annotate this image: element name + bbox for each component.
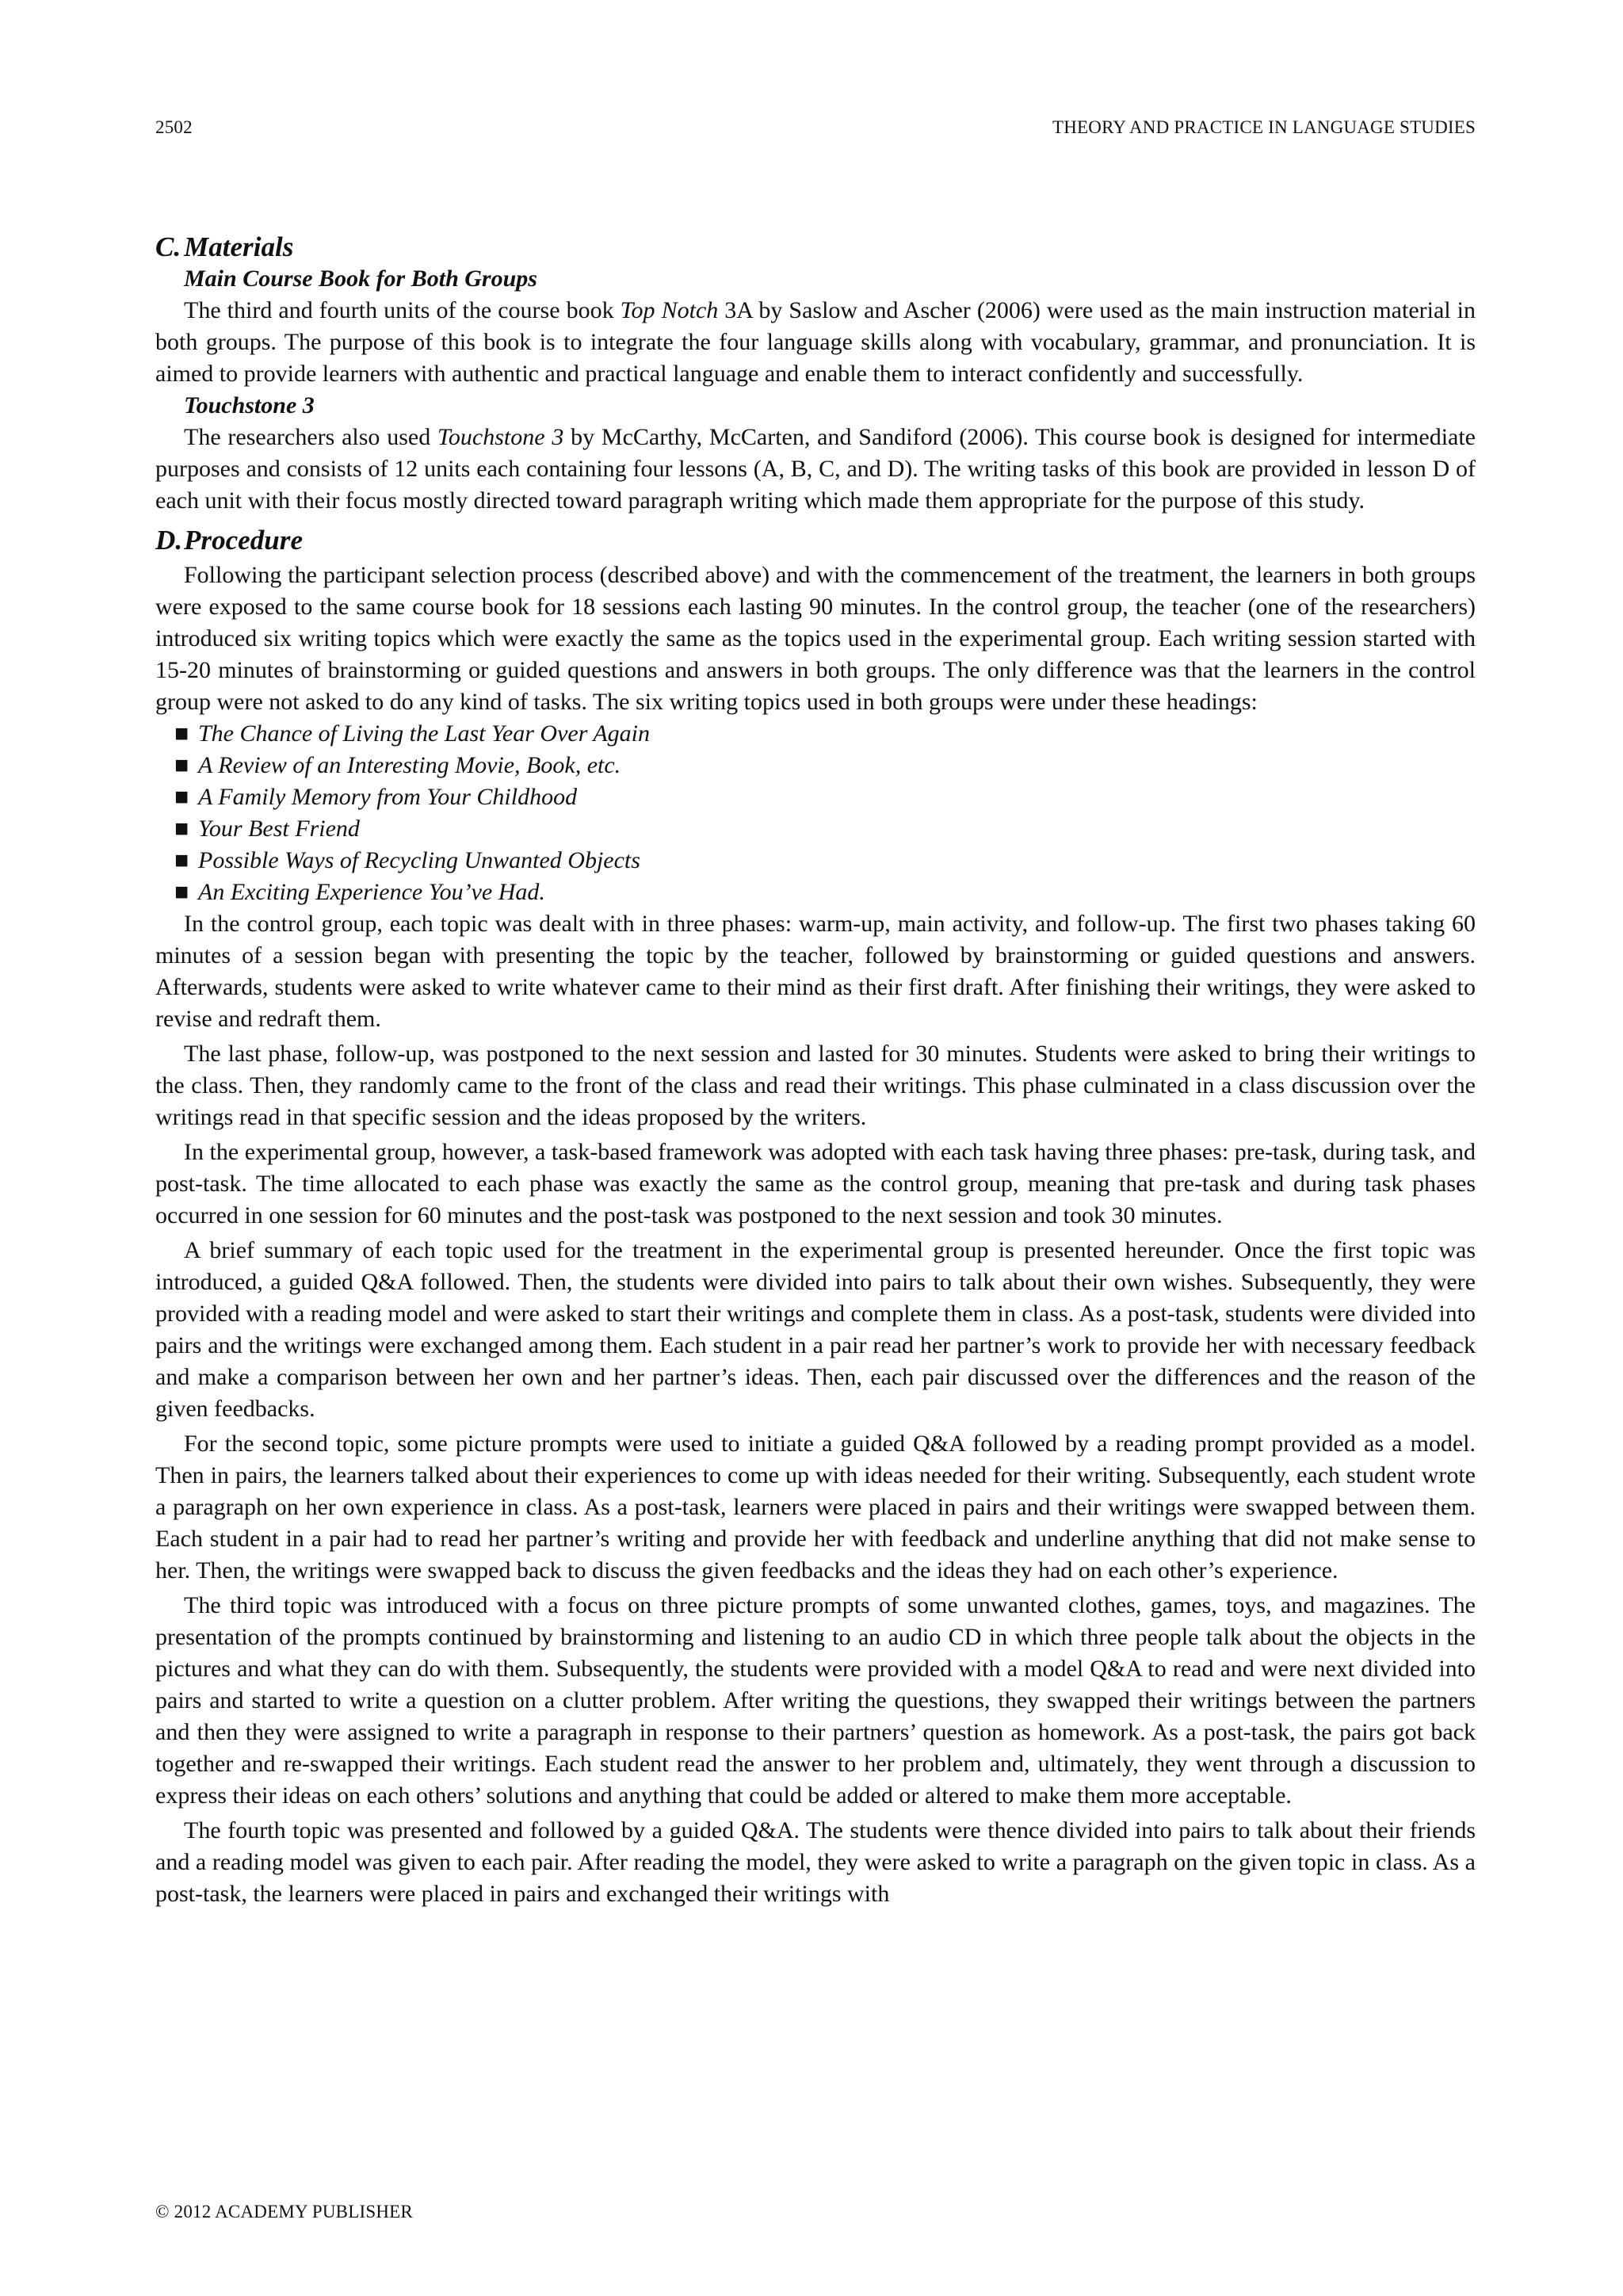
- paragraph-main-course-book: [155, 295, 1476, 390]
- writing-topics-list: [155, 718, 1476, 908]
- text-run: by McCarthy, McCarten, and Sandiford (2006). This course book is designed for intermediate purposes and consists of 12 units each containing four lessons (A, B, C, and D). The writing tasks of this book are provided in lesson D of each unit with their focus mostly directed toward paragraph writing which made them appropriate for the purpose of this study.: [155, 424, 1476, 514]
- topic-text: The Chance of Living the Last Year Over Again: [198, 720, 650, 747]
- subheading-main-course-book: Main Course Book for Both Groups: [184, 266, 537, 292]
- list-item: [174, 845, 1476, 877]
- paragraph-experimental-group: In the experimental group, however, a task-based framework was adopted with each task having three phases: pre-task, during task, and post-task. The time allocated to each phase was exactly the same as the control group, meaning that pre-task and during task phases occurred in one session for 60 minutes and the post-task was postponed to the next session and took 30 minutes.: [155, 1139, 1476, 1228]
- bullet-square-icon: ■: [174, 784, 189, 810]
- book-title: Touchstone 3: [437, 424, 564, 450]
- list-item: [174, 813, 1476, 845]
- page-number: 2502: [155, 117, 193, 137]
- journal-title: THEORY AND PRACTICE IN LANGUAGE STUDIES: [1052, 117, 1476, 137]
- bullet-square-icon: ■: [174, 720, 189, 747]
- running-header: [155, 117, 1476, 138]
- paragraph-touchstone: [155, 422, 1476, 517]
- list-item: [174, 750, 1476, 781]
- copyright-footer: © 2012 ACADEMY PUBLISHER: [155, 2202, 413, 2222]
- subheading-touchstone: Touchstone 3: [184, 392, 315, 418]
- paragraph-first-topic: A brief summary of each topic used for the treatment in the experimental group is presented hereunder. Once the first topic was introduced, a guided Q&A followed. Then, the students were divided into pairs to talk about their own wishes. Subsequently, they were provided with a reading model and were asked to start their writings and complete them in class. As a post-task, students were divided into pairs and the writings were exchanged among them. Each student in a pair read her partner’s work to provide her with necessary feedback and make a comparison between her own and her partner’s ideas. Then, each pair discussed over the differences and the reason of the given feedbacks.: [155, 1237, 1476, 1422]
- paragraph-second-topic: For the second topic, some picture prompts were used to initiate a guided Q&A followed by a reading prompt provided as a model. Then in pairs, the learners talked about their experiences to come up with ideas needed for their writing. Subsequently, each student wrote a paragraph on her own experience in class. As a post-task, learners were placed in pairs and their writings were swapped between them. Each student in a pair had to read her partner’s writing and provide her with feedback and underline anything that did not make sense to her. Then, the writings were swapped back to discuss the given feedbacks and the ideas they had on each other’s experience.: [155, 1431, 1476, 1584]
- bullet-square-icon: ■: [174, 816, 189, 842]
- paragraph-procedure-intro: Following the participant selection process (described above) and with the commencement of the treatment, the learners in both groups were exposed to the same course book for 18 sessions each lasting 90 minutes. In the control group, the teacher (one of the researchers) introduced six writing topics which were exactly the same as the topics used in the experimental group. Each writing session started with 15-20 minutes of brainstorming or guided questions and answers in both groups. The only difference was that the learners in the control group were not asked to do any kind of tasks. The six writing topics used in both groups were under these headings:: [155, 562, 1476, 715]
- bullet-square-icon: ■: [174, 847, 189, 873]
- topic-text: Your Best Friend: [198, 816, 360, 842]
- list-item: [174, 718, 1476, 750]
- article-body: [155, 231, 1476, 1910]
- bullet-square-icon: ■: [174, 879, 189, 905]
- section-label: C.: [155, 231, 181, 262]
- section-title: Procedure: [184, 525, 304, 556]
- paragraph-follow-up: The last phase, follow-up, was postponed to the next session and lasted for 30 minutes. Students were asked to bring their writings to the class. Then, they randomly came to the front of the class and read their writings. This phase culminated in a class discussion over the writings read in that specific session and the ideas proposed by the writers.: [155, 1041, 1476, 1130]
- section-heading-materials: [155, 231, 1476, 263]
- paragraph-fourth-topic: The fourth topic was presented and followed by a guided Q&A. The students were thence divided into pairs to talk about their friends and a reading model was given to each pair. After reading the model, they were asked to write a paragraph on the given topic in class. As a post-task, the learners were placed in pairs and exchanged their writings with: [155, 1817, 1476, 1907]
- section-heading-procedure: [155, 525, 1476, 556]
- text-run: The researchers also used: [184, 424, 437, 450]
- bullet-square-icon: ■: [174, 752, 189, 778]
- topic-text: A Family Memory from Your Childhood: [198, 784, 578, 810]
- text-run: 3A by Saslow and Ascher (2006) were used as the main instruction material in both groups. The purpose of this book is to integrate the four language skills along with vocabulary, grammar, and pronunciation. It is aimed to provide learners with authentic and practical language and enable them to interact confidently and successfully.: [155, 297, 1476, 387]
- section-label: D.: [155, 525, 183, 556]
- topic-text: A Review of an Interesting Movie, Book, etc.: [198, 752, 621, 778]
- paragraph-third-topic: The third topic was introduced with a focus on three picture prompts of some unwanted clothes, games, toys, and magazines. The presentation of the prompts continued by brainstorming and listening to an audio CD in which three people talk about the objects in the pictures and what they can do with them. Subsequently, the students were provided with a model Q&A to read and were next divided into pairs and started to write a question on a clutter problem. After writing the questions, they swapped their writings between the partners and then they were assigned to write a paragraph in response to their partners’ question as homework. As a post-task, the pairs got back together and re-swapped their writings. Each student read the answer to her problem and, ultimately, they went through a discussion to express their ideas on each others’ solutions and anything that could be added or altered to make them more acceptable.: [155, 1592, 1476, 1809]
- paragraph-control-group: In the control group, each topic was dealt with in three phases: warm-up, main activity, and follow-up. The first two phases taking 60 minutes of a session began with presenting the topic by the teacher, followed by brainstorming or guided questions and answers. Afterwards, students were asked to write whatever came to their mind as their first draft. After finishing their writings, they were asked to revise and redraft them.: [155, 911, 1476, 1032]
- book-title: Top Notch: [620, 297, 719, 323]
- list-item: [174, 781, 1476, 813]
- list-item: [174, 877, 1476, 908]
- topic-text: Possible Ways of Recycling Unwanted Objects: [198, 847, 640, 873]
- topic-text: An Exciting Experience You’ve Had.: [198, 879, 545, 905]
- text-run: The third and fourth units of the course book: [184, 297, 621, 323]
- section-title: Materials: [184, 231, 294, 262]
